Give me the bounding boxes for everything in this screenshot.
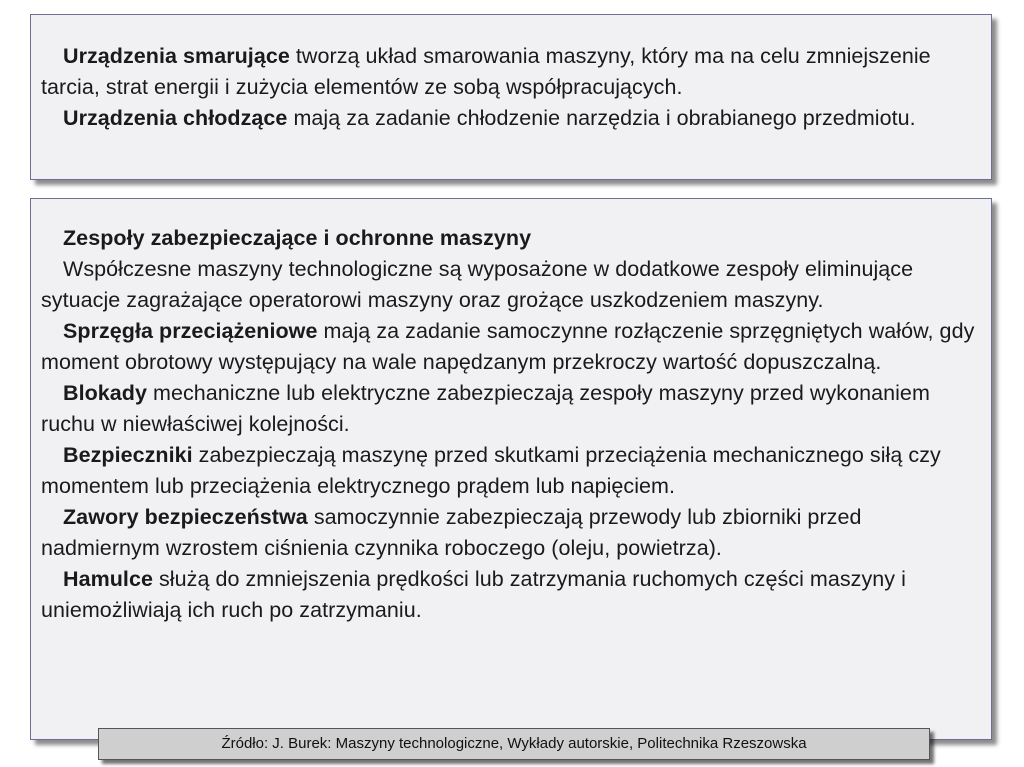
lubrication-cooling-box	[30, 14, 992, 180]
lubrication-text: tworzą układ smarowania maszyny, który ma na celu zmniejszenie tarcia, strat energii i zużycia elementów ze sobą współpracujących.	[41, 44, 931, 99]
safety-valves-paragraph	[41, 502, 981, 564]
brakes-term: Hamulce	[63, 567, 153, 591]
cooling-paragraph	[41, 103, 981, 134]
brakes-text: służą do zmniejszenia prędkości lub zatrzymania ruchomych części maszyny i uniemożliwiają ich ruch po zatrzymaniu.	[41, 567, 906, 622]
cooling-term: Urządzenia chłodzące	[63, 106, 288, 130]
fuses-text: zabezpieczają maszynę przed skutkami przeciążenia mechanicznego siłą czy momentem lub przeciążenia elektrycznego prądem lub napięciem.	[41, 443, 941, 498]
section-heading-text: Zespoły zabezpieczające i ochronne maszyny	[63, 226, 532, 250]
intro-paragraph: Współczesne maszyny technologiczne są wyposażone w dodatkowe zespoły eliminujące sytuacje zagrażające operatorowi maszyny oraz grożące uszkodzeniem maszyny.	[41, 257, 914, 312]
interlocks-paragraph	[41, 378, 981, 440]
lubrication-term: Urządzenia smarujące	[63, 44, 290, 68]
protective-assemblies-box	[30, 198, 992, 740]
interlocks-text: mechaniczne lub elektryczne zabezpieczają zespoły maszyny przed wykonaniem ruchu w niewłaściwej kolejności.	[41, 381, 930, 436]
interlocks-term: Blokady	[63, 381, 147, 405]
overload-clutch-paragraph	[41, 316, 981, 378]
lubrication-paragraph	[41, 41, 981, 103]
safety-valves-term: Zawory bezpieczeństwa	[63, 505, 308, 529]
overload-clutch-text: mają za zadanie samoczynne rozłączenie sprzęgniętych wałów, gdy moment obrotowy występujący na wale napędzanym przekroczy wartość dopuszczalną.	[41, 319, 975, 374]
source-citation: Źródło: J. Burek: Maszyny technologiczne, Wykłady autorskie, Politechnika Rzeszowska	[98, 728, 930, 760]
overload-clutch-term: Sprzęgła przeciążeniowe	[63, 319, 318, 343]
fuses-term: Bezpieczniki	[63, 443, 193, 467]
section-heading	[41, 223, 981, 254]
fuses-paragraph	[41, 440, 981, 502]
safety-valves-text: samoczynnie zabezpieczają przewody lub zbiorniki przed nadmiernym wzrostem ciśnienia czynnika roboczego (oleju, powietrza).	[41, 505, 862, 560]
brakes-paragraph	[41, 564, 981, 626]
cooling-text: mają za zadanie chłodzenie narzędzia i obrabianego przedmiotu.	[287, 106, 916, 130]
